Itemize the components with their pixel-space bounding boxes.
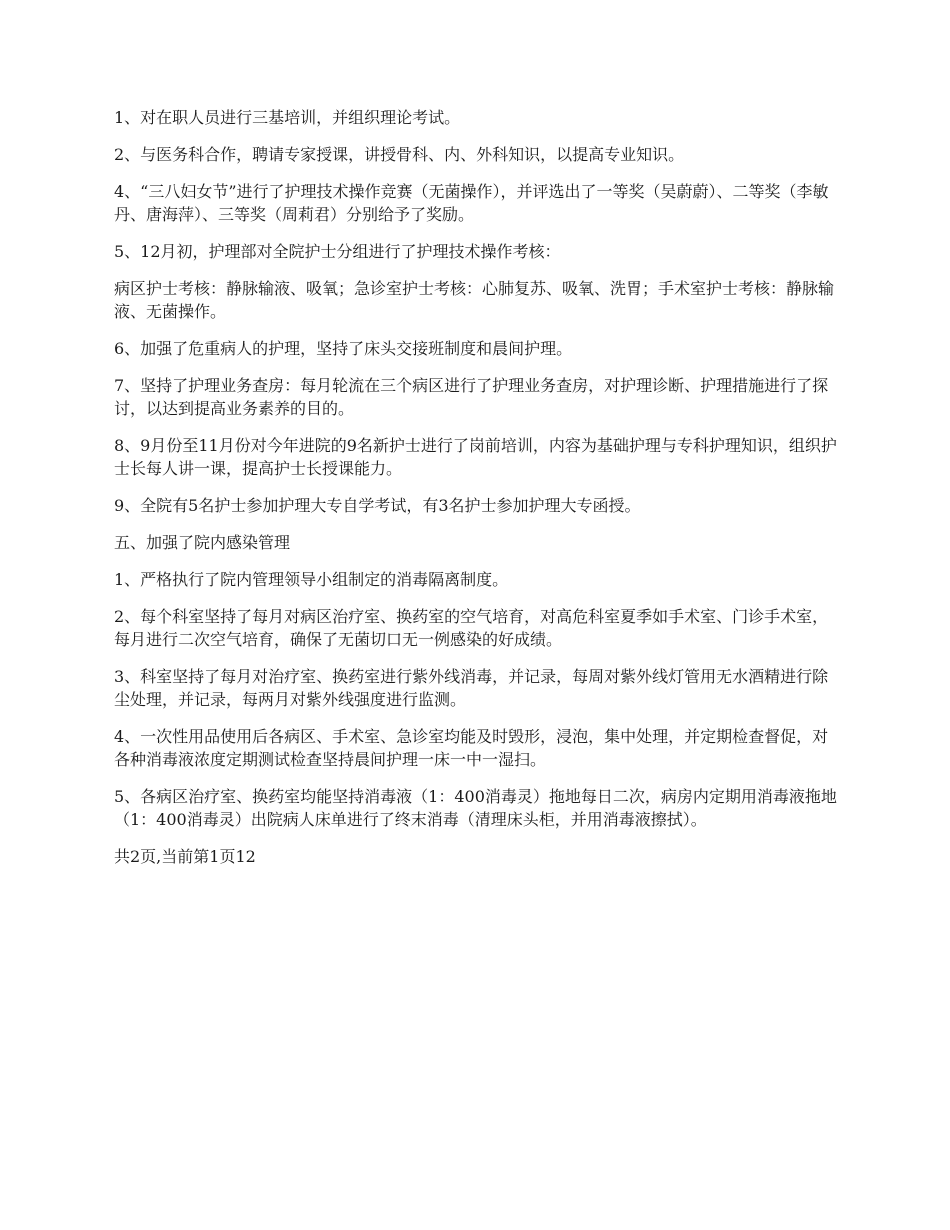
paragraph-2: 2、与医务科合作，聘请专家授课，讲授骨科、内、外科知识，以提高专业知识。 [114,145,685,164]
paragraph-4: 5、12月初，护理部对全院护士分组进行了护理技术操作考核： [114,242,561,261]
paragraph-13: 3、科室坚持了每月对治疗室、换药室进行紫外线消毒，并记录，每周对紫外线灯管用无水酒精进行除尘处理，并记录，每两月对紫外线强度进行监测。 [114,667,829,709]
section-heading: 五、加强了院内感染管理 [114,533,291,552]
paragraph-5: 病区护士考核：静脉输液、吸氧；急诊室护士考核：心肺复苏、吸氧、洗胃；手术室护士考核：静脉输液、无菌操作。 [114,279,835,321]
paragraph-7: 7、坚持了护理业务查房：每月轮流在三个病区进行了护理业务查房，对护理诊断、护理措施进行了探讨，以达到提高业务素养的目的。 [114,376,829,418]
paragraph-6: 6、加强了危重病人的护理，坚持了床头交接班制度和晨间护理。 [114,339,573,358]
document-body [114,106,844,868]
paragraph-15: 5、各病区治疗室、换药室均能坚持消毒液（1：400消毒灵）拖地每日二次，病房内定期用消毒液拖地（1：400消毒灵）出院病人床单进行了终末消毒（清理床头柜，并用消毒液擦拭）。 [114,787,837,829]
paragraph-8: 8、9月份至11月份对今年进院的9名新护士进行了岗前培训，内容为基础护理与专科护理知识，组织护士长每人讲一课，提高护士长授课能力。 [114,436,837,478]
paragraph-12: 2、每个科室坚持了每月对病区治疗室、换药室的空气培育，对高危科室夏季如手术室、门诊手术室，每月进行二次空气培育，确保了无菌切口无一例感染的好成绩。 [114,607,829,649]
paragraph-14: 4、一次性用品使用后各病区、手术室、急诊室均能及时毁形，浸泡，集中处理，并定期检查督促，对各种消毒液浓度定期测试检查坚持晨间护理一床一中一湿扫。 [114,727,829,769]
paragraph-11: 1、严格执行了院内管理领导小组制定的消毒隔离制度。 [114,570,509,589]
page-footer: 共2页,当前第1页12 [114,847,256,866]
paragraph-3: 4、“三八妇女节”进行了护理技术操作竞赛（无菌操作），并评选出了一等奖（吴蔚蔚）、二等奖（李敏丹、唐海萍）、三等奖（周莉君）分别给予了奖励。 [114,182,829,224]
paragraph-1: 1、对在职人员进行三基培训，并组织理论考试。 [114,108,461,127]
paragraph-9: 9、全院有5名护士参加护理大专自学考试，有3名护士参加护理大专函授。 [114,496,641,515]
